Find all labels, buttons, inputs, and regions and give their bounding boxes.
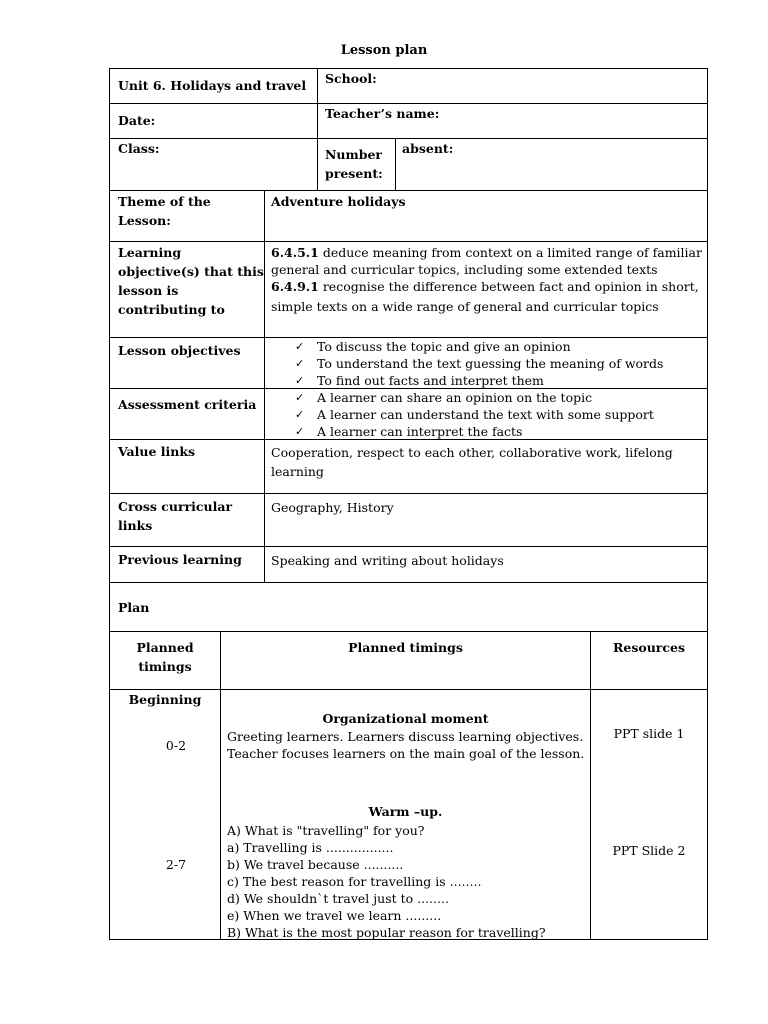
assessment-label: Assessment criteria: [118, 397, 257, 412]
activity-text-2: [227, 822, 587, 941]
objective-text: deduce meaning from context on a limited range of familiar: [318, 245, 702, 260]
table-divider: [590, 631, 591, 939]
label-line: Cross curricular: [118, 499, 233, 514]
list-item: ✓ A learner can understand the text with some support: [295, 407, 654, 422]
value-line: learning: [271, 464, 324, 479]
check-icon: ✓: [295, 357, 305, 370]
plan-label: Plan: [118, 600, 150, 615]
table-rule: [109, 190, 708, 191]
absent-label: absent:: [402, 141, 454, 156]
label-line: objective(s) that this: [118, 264, 264, 279]
theme-label-line: Theme of the: [118, 194, 211, 209]
header-line: timings: [138, 659, 192, 674]
lesson-objectives-list: [295, 338, 663, 389]
assessment-list: [295, 389, 654, 440]
activity-line: b) We travel because ..........: [227, 857, 404, 872]
value-links-value: [271, 443, 673, 481]
number-label: Number: [325, 147, 383, 162]
date-label: Date:: [118, 113, 156, 128]
activity-line: c) The best reason for travelling is ........: [227, 874, 482, 889]
list-item: ✓ A learner can share an opinion on the topic: [295, 390, 593, 405]
page-title: Lesson plan: [340, 43, 428, 58]
label-line: contributing to: [118, 302, 225, 317]
col-header-planned: Planned timings: [348, 640, 463, 655]
table-divider: [220, 631, 221, 939]
theme-value: Adventure holidays: [271, 194, 406, 209]
cross-curricular-value: Geography, History: [271, 500, 394, 515]
list-item: ✓ To understand the text guessing the meaning of words: [295, 356, 664, 371]
present-label: present:: [325, 166, 383, 181]
list-item: ✓ To discuss the topic and give an opinion: [295, 339, 571, 354]
label-line: lesson is: [118, 283, 179, 298]
value-line: Cooperation, respect to each other, collaborative work, lifelong: [271, 445, 673, 460]
check-icon: ✓: [295, 374, 305, 387]
objective-text: recognise the difference between fact and opinion in short,: [318, 279, 699, 294]
objective-code: 6.4.9.1: [271, 279, 319, 294]
objective-text: general and curricular topics, including some extended texts: [271, 262, 658, 277]
table-divider: [317, 68, 318, 190]
activity-line: a) Travelling is .................: [227, 840, 394, 855]
number-present-label: [325, 145, 383, 183]
table-divider: [395, 138, 396, 190]
table-border-right: [707, 68, 708, 940]
resource-row-1: PPT slide 1: [613, 726, 685, 741]
objective-code: 6.4.5.1: [271, 245, 319, 260]
table-rule: [109, 241, 708, 242]
timing-row-1: 0-2: [165, 738, 187, 753]
activity-line: e) When we travel we learn .........: [227, 908, 442, 923]
label-line: links: [118, 518, 153, 533]
activity-line: Greeting learners. Learners discuss learning objectives.: [227, 729, 584, 744]
check-icon: ✓: [295, 425, 305, 438]
theme-label-line: Lesson:: [118, 213, 171, 228]
header-line: Planned: [136, 640, 194, 655]
activity-heading-1: Organizational moment: [322, 711, 489, 726]
activity-line: B) What is the most popular reason for travelling?: [227, 925, 546, 940]
value-links-label: Value links: [118, 444, 196, 459]
table-divider: [264, 190, 265, 582]
activity-heading-2: Warm –up.: [368, 804, 443, 819]
activity-line: A) What is "travelling" for you?: [227, 823, 425, 838]
table-rule: [109, 582, 708, 583]
timing-row-2: 2-7: [165, 857, 187, 872]
activity-text-1: [227, 728, 587, 762]
table-rule: [109, 631, 708, 632]
previous-learning-label: Previous learning: [118, 552, 242, 567]
activity-line: Teacher focuses learners on the main goal of the lesson.: [227, 746, 585, 761]
objective-1: [271, 244, 703, 261]
theme-label: [118, 192, 211, 230]
col-header-resources: Resources: [613, 640, 685, 655]
learning-objectives-value: [271, 244, 703, 315]
table-rule: [109, 546, 708, 547]
col-header-timings: [110, 638, 220, 676]
objective-2: [271, 278, 703, 295]
class-label: Class:: [118, 141, 160, 156]
unit-title: Unit 6. Holidays and travel: [118, 78, 307, 93]
resource-row-2: PPT Slide 2: [612, 843, 686, 858]
stage-beginning: Beginning: [128, 692, 202, 707]
lesson-objectives-label: Lesson objectives: [118, 343, 241, 358]
previous-learning-value: Speaking and writing about holidays: [271, 553, 504, 568]
table-rule: [109, 493, 708, 494]
objective-text: simple texts on a wide range of general and curricular topics: [271, 299, 659, 314]
learning-objectives-label: [118, 243, 264, 319]
teacher-label: Teacher’s name:: [325, 106, 440, 121]
cross-curricular-label: [118, 497, 232, 535]
check-icon: ✓: [295, 340, 305, 353]
table-rule: [109, 68, 708, 69]
check-icon: ✓: [295, 391, 305, 404]
label-line: Learning: [118, 245, 182, 260]
school-label: School:: [325, 71, 377, 86]
activity-line: d) We shouldn`t travel just to ........: [227, 891, 449, 906]
table-border-left: [109, 68, 110, 940]
list-item: ✓ A learner can interpret the facts: [295, 424, 523, 439]
check-icon: ✓: [295, 408, 305, 421]
list-item: ✓ To find out facts and interpret them: [295, 373, 544, 388]
